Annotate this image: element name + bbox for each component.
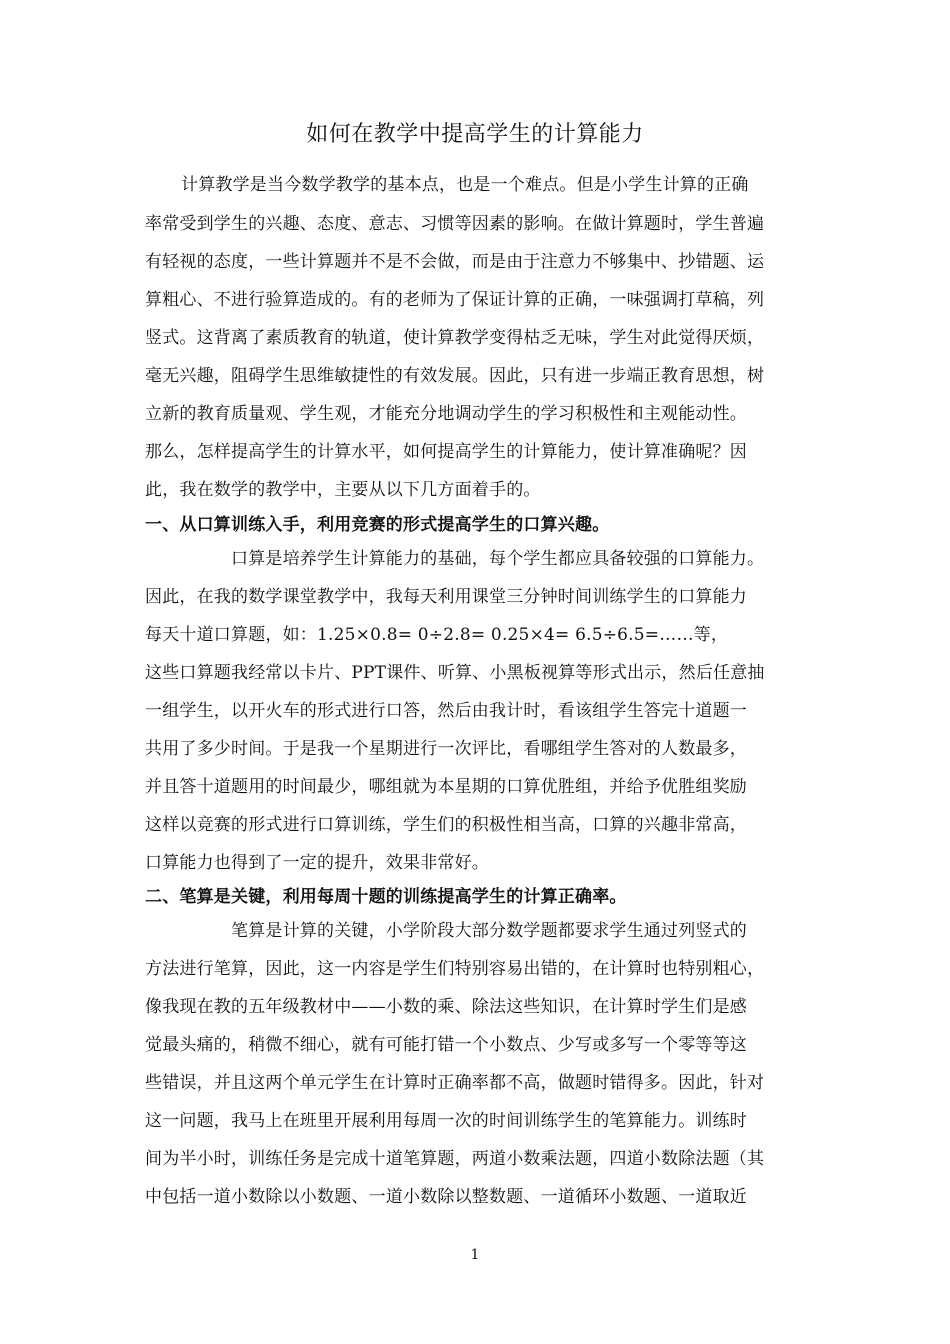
body-line: 这样以竞赛的形式进行口算训练，学生们的积极性相当高，口算的兴趣非常高， (145, 815, 747, 835)
body-line: 计算教学是当今数学教学的基本点，也是一个难点。但是小学生计算的正确 (181, 175, 749, 195)
body-line: 那么，怎样提高学生的计算水平，如何提高学生的计算能力，使计算准确呢？因 (145, 442, 747, 462)
body-line: 像我现在教的五年级教材中——小数的乘、除法这些知识，在计算时学生们是感 (145, 997, 747, 1017)
section-heading-1: 一、从口算训练入手，利用竞赛的形式提高学生的口算兴趣。 (145, 515, 610, 535)
body-line: 间为半小时，训练任务是完成十道笔算题，两道小数乘法题，四道小数除法题（其 (145, 1149, 765, 1169)
body-line: 共用了多少时间。于是我一个星期进行一次评比，看哪组学生答对的人数最多， (145, 739, 747, 759)
body-line: 因此，在我的数学课堂教学中，我每天利用课堂三分钟时间训练学生的口算能力 (145, 587, 747, 607)
body-line: 每天十道口算题，如：1.25×0.8= 0÷2.8= 0.25×4= 6.5÷6.5=……等， (145, 625, 729, 645)
section-heading-2: 二、笔算是关键，利用每周十题的训练提高学生的计算正确率。 (145, 887, 627, 907)
body-line: 竖式。这背离了素质教育的轨道，使计算教学变得枯乏无味，学生对此觉得厌烦， (145, 328, 765, 348)
body-line: 这一问题，我马上在班里开展利用每周一次的时间训练学生的笔算能力。训练时 (145, 1111, 747, 1131)
body-line: 笔算是计算的关键，小学阶段大部分数学题都要求学生通过列竖式的 (231, 921, 747, 941)
body-line: 算粗心、不进行验算造成的。有的老师为了保证计算的正确，一味强调打草稿，列 (145, 290, 765, 310)
body-line: 毫无兴趣，阻碍学生思维敏捷性的有效发展。因此，只有进一步端正教育思想，树 (145, 366, 765, 386)
body-line: 并且答十道题用的时间最少，哪组就为本星期的口算优胜组，并给予优胜组奖励 (145, 777, 747, 797)
body-line: 些错误，并且这两个单元学生在计算时正确率都不高，做题时错得多。因此，针对 (145, 1073, 765, 1093)
body-line: 口算能力也得到了一定的提升，效果非常好。 (145, 853, 489, 873)
body-line: 立新的教育质量观、学生观，才能充分地调动学生的学习积极性和主观能动性。 (145, 404, 747, 424)
body-line: 觉最头痛的，稍微不细心，就有可能打错一个小数点、少写或多写一个零等等这 (145, 1035, 747, 1055)
page-number: 1 (470, 1247, 480, 1263)
body-line: 一组学生，以开火车的形式进行口答，然后由我计时，看该组学生答完十道题一 (145, 701, 747, 721)
body-line: 口算是培养学生计算能力的基础，每个学生都应具备较强的口算能力。 (231, 549, 765, 569)
body-line: 率常受到学生的兴趣、态度、意志、习惯等因素的影响。在做计算题时，学生普遍 (145, 214, 765, 234)
body-line: 此，我在数学的教学中，主要从以下几方面着手的。 (145, 480, 541, 500)
body-line: 方法进行笔算，因此，这一内容是学生们特别容易出错的，在计算时也特别粗心， (145, 959, 765, 979)
body-line: 这些口算题我经常以卡片、PPT课件、听算、小黑板视算等形式出示，然后任意抽 (145, 663, 765, 683)
body-line: 中包括一道小数除以小数题、一道小数除以整数题、一道循环小数题、一道取近 (145, 1187, 747, 1207)
document-title: 如何在教学中提高学生的计算能力 (306, 122, 644, 147)
body-line: 有轻视的态度，一些计算题并不是不会做，而是由于注意力不够集中、抄错题、运 (145, 252, 765, 272)
